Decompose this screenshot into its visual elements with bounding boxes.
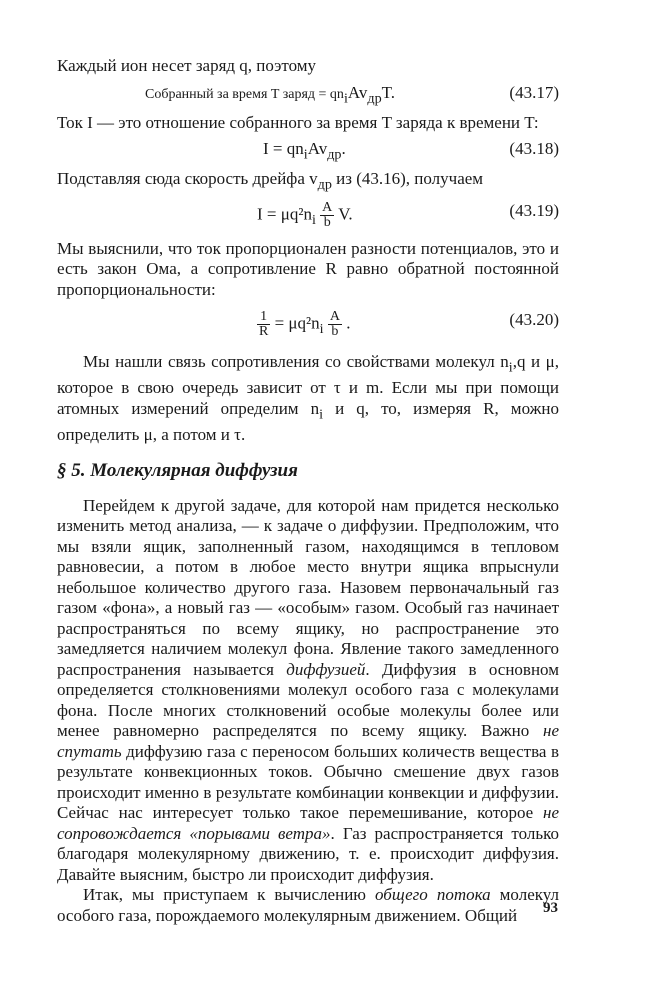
text-run: из (43.16), получаем xyxy=(331,169,484,188)
eq-part: . xyxy=(341,139,346,158)
equation-number: (43.19) xyxy=(509,200,559,220)
paragraph xyxy=(57,885,559,926)
text-italic: общего потока xyxy=(375,885,491,905)
equation-number: (43.20) xyxy=(509,310,559,330)
eq-part: . xyxy=(346,313,351,333)
text-run: и q, то, измеряя R, можно определить μ, а потом и τ. xyxy=(57,398,559,444)
text-run: Итак, мы приступаем к вычислению xyxy=(83,885,376,905)
eq-part: Собранный за время T заряд = qn xyxy=(145,86,344,102)
section-heading: § 5. Молекулярная диффузия xyxy=(57,460,298,482)
fraction xyxy=(257,310,270,339)
eq-sub: i xyxy=(508,359,513,376)
eq-sub: i xyxy=(343,89,348,106)
eq-part: I = μq²n xyxy=(257,204,312,224)
text-italic: не сопровождается «порывами ветра» xyxy=(57,803,559,843)
numerator: 1 xyxy=(257,310,270,325)
text-italic: не спутать xyxy=(57,721,559,761)
eq-sub: др xyxy=(367,89,382,106)
denominator: b xyxy=(331,324,339,340)
equation-43-17 xyxy=(57,83,559,105)
text-run: Подставляя сюда скорость дрейфа v xyxy=(57,169,318,188)
equation-number: (43.18) xyxy=(509,139,559,158)
eq-part: = μq²n xyxy=(274,313,320,333)
text-run: ,q и μ, которое в свою очередь зависит от τ и m. Если мы при помощи атомных измерений определим n xyxy=(57,352,560,418)
text-run: Мы нашли связь сопротивления со свойствами молекул n xyxy=(83,352,509,372)
page-number: 93 xyxy=(543,900,558,916)
paragraph xyxy=(57,352,559,445)
equation-43-18 xyxy=(57,139,559,161)
eq-part: Av xyxy=(347,82,368,102)
page-content xyxy=(57,56,559,926)
numerator: A xyxy=(322,199,333,215)
denominator: R xyxy=(259,324,269,340)
eq-sub: i xyxy=(319,321,324,338)
paragraph: Мы выяснили, что ток пропорционален разности потенциалов, это и есть закон Ома, а сопротивление R равно обратной постоянной пропорциональности: xyxy=(57,238,559,299)
text-italic: диффузией xyxy=(286,659,366,679)
eq-sub: др xyxy=(317,176,332,193)
eq-sub: др xyxy=(327,146,342,163)
paragraph xyxy=(57,496,559,886)
text-run: . Диффузия в основном определяется столкновениями молекул особого газа с молекулами фона. После многих столкновений особые молекулы более или менее равномерно распределятся по всему ящику. Важно xyxy=(57,659,559,741)
eq-part: V. xyxy=(338,204,353,224)
eq-part: T. xyxy=(381,82,396,102)
denominator: b xyxy=(323,214,331,230)
numerator: A xyxy=(329,309,340,325)
paragraph: Ток I — это отношение собранного за время T заряда к времени T: xyxy=(57,112,539,132)
paragraph xyxy=(57,169,559,195)
fraction xyxy=(328,310,342,339)
text-run: молекул особого газа, порождаемого молекулярным движением. Общий xyxy=(57,885,559,925)
eq-part: I = qn xyxy=(263,139,304,158)
eq-part: Av xyxy=(307,139,328,158)
equation-43-19 xyxy=(57,201,559,231)
text-run: . Газ распространяется только благодаря молекулярному движению, т. е. происходит диффузия. Давайте выясним, быстро ли происходит диффузия. xyxy=(57,823,559,884)
text-line: Каждый ион несет заряд q, поэтому xyxy=(57,56,317,75)
fraction xyxy=(320,201,334,230)
equation-43-20 xyxy=(57,310,559,344)
equation-number: (43.17) xyxy=(509,82,559,102)
text-run: Перейдем к другой задаче, для которой нам придется несколько изменить метод анализа, — к задаче о диффузии. Предположим, что мы взяли ящик, заполненный газом, находящимся в тепловом равновесии, а потом в любое место внутри ящика впрыснули небольшое количество другого газа. Назовем первоначальный газ газом «фона», а новый газ — «особым» газом. Особый газ начинает распространяться по всему ящику, но распространение это замедляется наличием молекул фона. Явление такого замедленного распространения называется xyxy=(57,495,559,679)
eq-sub: i xyxy=(319,406,324,423)
text-run: диффузию газа с переносом больших количеств вещества в результате конвекционных токов. Обычно смешение двух газов происходит именно в результате комбинации конвекции и диффузии. Сейчас нас интересует только такое перемешивание, которое xyxy=(57,741,559,823)
eq-sub: i xyxy=(303,146,308,163)
eq-sub: i xyxy=(311,211,316,228)
